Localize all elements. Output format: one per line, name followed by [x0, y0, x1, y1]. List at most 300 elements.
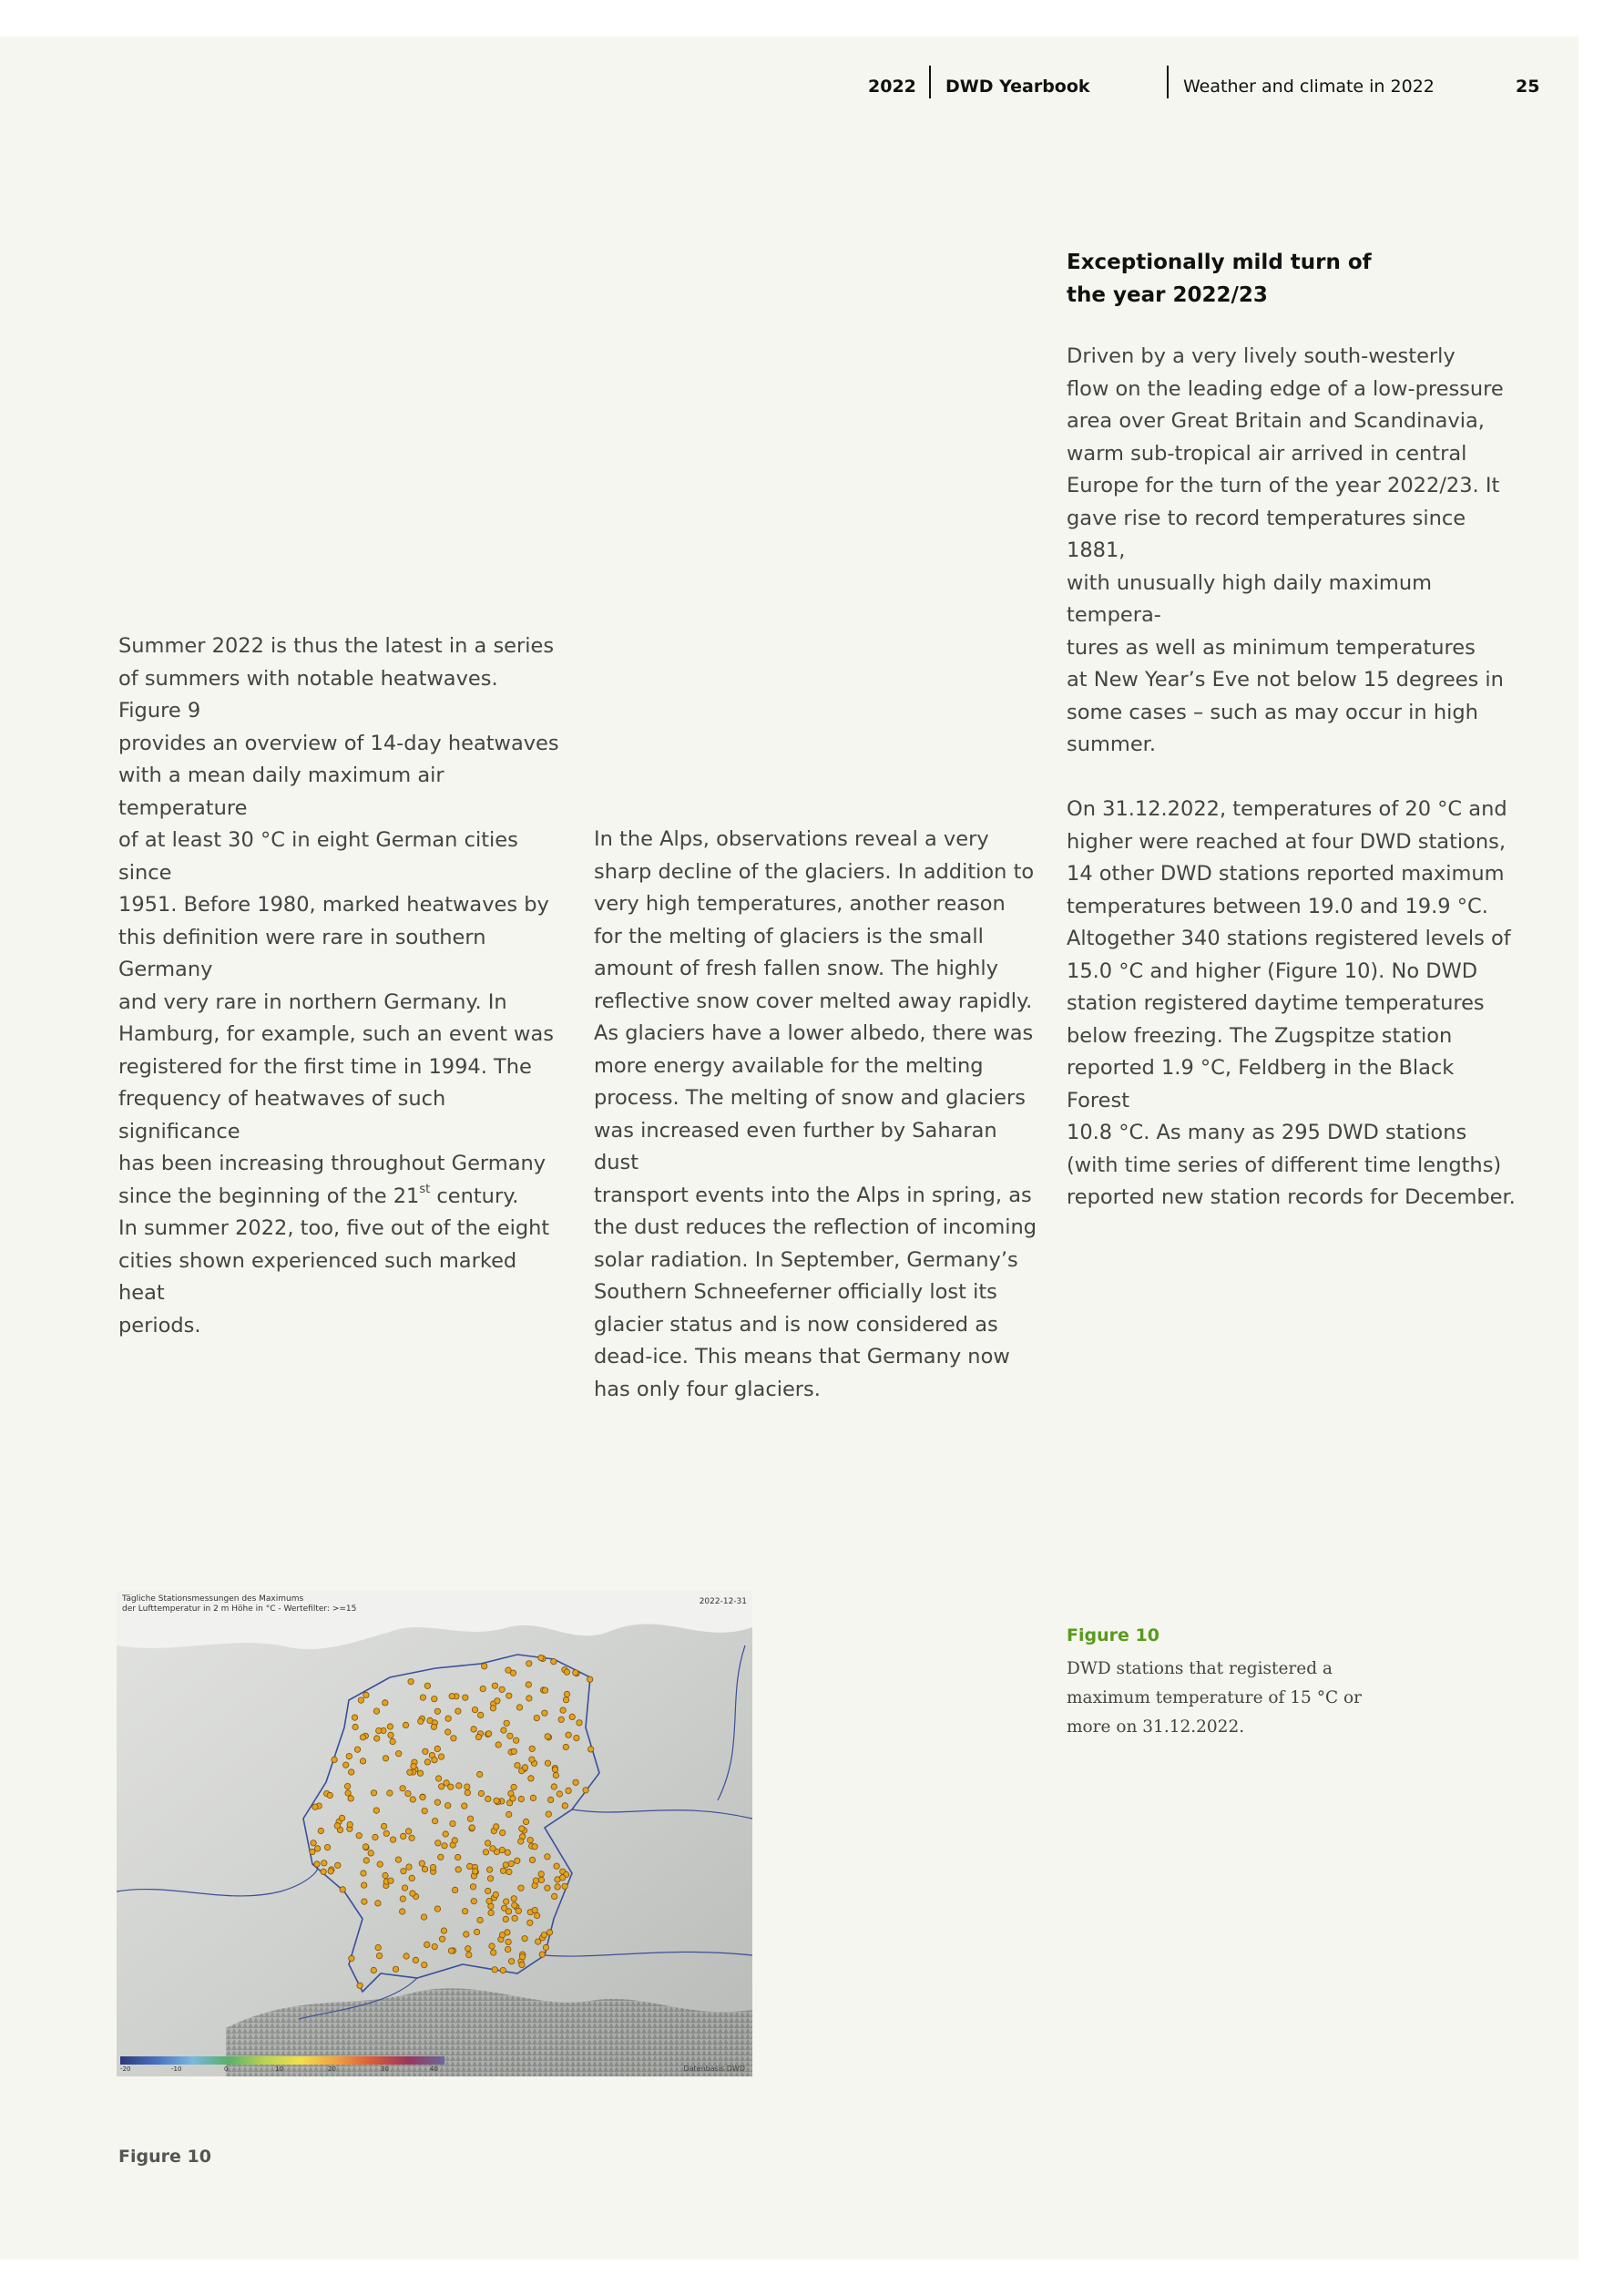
station-marker	[566, 1732, 571, 1737]
station-marker	[434, 1746, 440, 1751]
text-line: was increased even further by Saharan dust	[594, 1118, 997, 1174]
station-marker	[562, 1883, 567, 1889]
station-marker	[557, 1791, 562, 1797]
text-line: below freezing. The Zugspitze station	[1067, 1023, 1453, 1048]
station-marker	[405, 1790, 411, 1796]
station-marker	[452, 1838, 457, 1843]
text-line: station registered daytime temperatures	[1067, 991, 1485, 1015]
station-marker	[452, 1887, 457, 1892]
station-marker	[400, 1896, 405, 1901]
station-marker	[455, 1854, 461, 1860]
station-marker	[564, 1691, 569, 1696]
station-marker	[311, 1840, 316, 1846]
station-marker	[422, 1962, 427, 1967]
station-marker	[406, 1864, 412, 1870]
station-marker	[494, 1824, 499, 1830]
station-marker	[465, 1946, 471, 1952]
station-marker	[472, 1707, 477, 1712]
station-marker	[569, 1714, 575, 1719]
station-marker	[432, 1943, 437, 1949]
station-marker	[442, 1843, 447, 1849]
station-marker	[368, 1850, 373, 1856]
station-marker	[538, 1655, 544, 1660]
station-marker	[507, 1733, 513, 1738]
station-marker	[506, 1909, 511, 1914]
station-marker	[438, 1754, 444, 1759]
station-marker	[409, 1875, 414, 1881]
station-marker	[495, 1742, 501, 1748]
station-marker	[492, 1967, 497, 1973]
station-marker	[523, 1819, 528, 1824]
station-marker	[373, 1708, 379, 1714]
station-marker	[480, 1686, 485, 1691]
station-marker	[450, 1820, 455, 1826]
station-marker	[322, 1860, 327, 1866]
station-marker	[424, 1683, 430, 1688]
station-marker	[332, 1757, 337, 1762]
station-marker	[530, 1795, 536, 1800]
station-marker	[314, 1846, 320, 1851]
text-line: of summers with notable heatwaves. Figure 9	[118, 666, 498, 723]
station-marker	[529, 1746, 535, 1751]
station-marker	[473, 1869, 478, 1874]
station-marker	[408, 1679, 414, 1685]
station-marker	[463, 1695, 468, 1700]
station-marker	[506, 1693, 512, 1698]
text-line: Southern Schneeferner officially lost its	[594, 1280, 997, 1304]
station-marker	[493, 1891, 498, 1897]
station-marker	[410, 1891, 415, 1896]
station-marker	[407, 1769, 413, 1775]
station-marker	[445, 1729, 451, 1735]
figure-label: Figure 10	[118, 2147, 211, 2167]
station-marker	[488, 1910, 494, 1915]
station-marker	[401, 1833, 406, 1839]
scale-tick: -10	[171, 2065, 182, 2073]
station-marker	[508, 1959, 514, 1964]
station-marker	[486, 1898, 492, 1903]
station-marker	[546, 1811, 551, 1817]
text-line: periods.	[118, 1313, 201, 1338]
station-marker	[518, 1885, 524, 1891]
station-marker	[511, 1896, 516, 1901]
station-marker	[577, 1720, 582, 1726]
station-marker	[499, 1847, 505, 1852]
station-marker	[501, 1727, 506, 1733]
station-marker	[538, 1871, 544, 1877]
station-marker	[348, 1796, 353, 1801]
text-line: has been increasing throughout Germany	[118, 1152, 547, 1175]
station-marker	[420, 1695, 425, 1700]
station-marker	[558, 1717, 564, 1722]
station-marker	[362, 1899, 367, 1904]
scale-tick: -20	[120, 2065, 131, 2073]
station-marker	[562, 1803, 567, 1809]
caption-title: Figure 10	[1067, 1625, 1159, 1645]
station-marker	[405, 1829, 411, 1834]
text-line: flow on the leading edge of a low-pressure	[1067, 376, 1504, 401]
map-title: Tägliche Stationsmessungen des Maximums	[122, 1594, 304, 1604]
station-marker	[321, 1869, 326, 1874]
station-marker	[471, 1727, 476, 1732]
station-marker	[354, 1747, 360, 1752]
station-marker	[532, 1907, 537, 1912]
station-marker	[387, 1790, 393, 1796]
station-marker	[375, 1944, 381, 1950]
station-marker	[423, 1748, 428, 1754]
station-marker	[534, 1715, 539, 1720]
text-line: higher were reached at four DWD stations,	[1067, 829, 1507, 854]
station-marker	[465, 1789, 470, 1795]
station-marker	[529, 1857, 535, 1862]
station-marker	[514, 1737, 519, 1743]
superscript: st	[419, 1183, 431, 1196]
station-marker	[503, 1862, 508, 1868]
station-marker	[445, 1803, 451, 1809]
station-marker	[432, 1696, 437, 1702]
color-scale-gradient	[120, 2056, 444, 2065]
station-marker	[357, 1983, 363, 1988]
station-marker	[512, 1902, 517, 1908]
station-marker	[360, 1735, 365, 1740]
station-marker	[441, 1928, 446, 1933]
station-marker	[519, 1962, 525, 1967]
text-line: the dust reduces the reflection of incoming	[594, 1215, 1037, 1239]
station-marker	[373, 1834, 378, 1840]
station-marker	[566, 1788, 571, 1793]
station-marker	[343, 1762, 349, 1768]
station-marker	[422, 1866, 427, 1871]
caption-text	[1067, 1655, 1376, 1742]
station-marker	[376, 1727, 382, 1733]
text-line: transport events into the Alps in spring, as	[594, 1183, 1032, 1207]
text-line: and very rare in northern Germany. In	[118, 989, 507, 1014]
station-marker	[485, 1731, 491, 1737]
text-line: for the melting of glaciers is the small	[594, 924, 984, 948]
station-marker	[564, 1669, 569, 1675]
station-marker	[410, 1797, 415, 1802]
color-scale-ticks	[120, 2065, 444, 2075]
text-line: gave rise to record temperatures since 1881,	[1067, 506, 1466, 562]
station-marker	[536, 1939, 541, 1944]
text-line: process. The melting of snow and glaciers	[594, 1086, 1026, 1110]
text-line: sharp decline of the glaciers. In addition to	[594, 859, 1035, 884]
station-marker	[424, 1942, 430, 1947]
text-line: summer.	[1067, 733, 1156, 756]
station-marker	[547, 1797, 553, 1802]
column-mild-turn-of-year	[1067, 341, 1522, 1215]
text-line: at New Year’s Eve not below 15 degrees in	[1067, 668, 1504, 692]
station-marker	[449, 1694, 455, 1699]
text-line: In summer 2022, too, five out of the eight	[118, 1216, 550, 1240]
station-marker	[506, 1939, 511, 1944]
station-marker	[560, 1875, 566, 1881]
station-marker	[462, 1909, 467, 1914]
station-marker	[500, 1868, 506, 1873]
text-line: tures as well as minimum temperatures	[1067, 635, 1476, 660]
station-marker	[448, 1948, 454, 1953]
station-marker	[402, 1885, 407, 1891]
station-marker	[374, 1736, 380, 1741]
station-marker	[503, 1916, 508, 1922]
station-marker	[420, 1794, 425, 1799]
station-marker	[505, 1850, 510, 1855]
text-line: (with time series of different time lengths)	[1067, 1153, 1502, 1177]
scale-tick: 10	[275, 2065, 283, 2073]
text-line: 10.8 °C. As many as 295 DWD stations	[1067, 1121, 1467, 1144]
text-line: dead-ice. This means that Germany now	[594, 1345, 1010, 1368]
station-map-figure	[117, 1591, 752, 2076]
station-marker	[534, 1912, 539, 1918]
station-marker	[466, 1952, 472, 1957]
station-marker	[474, 1929, 479, 1934]
header-publication: DWD Yearbook	[945, 77, 1090, 97]
station-marker	[347, 1821, 352, 1827]
station-marker	[383, 1830, 389, 1836]
station-marker	[477, 1917, 483, 1922]
text-line: 14 other DWD stations reported maximum	[1067, 862, 1505, 886]
station-marker	[464, 1932, 469, 1937]
text-line: with a mean daily maximum air temperature	[118, 764, 444, 820]
station-marker	[483, 1850, 488, 1855]
station-marker	[363, 1858, 369, 1863]
caption-line: DWD stations that registered a	[1067, 1659, 1333, 1678]
station-marker	[518, 1796, 524, 1801]
station-marker	[383, 1700, 388, 1706]
station-marker	[448, 1784, 454, 1789]
station-marker	[563, 1744, 568, 1749]
station-marker	[363, 1692, 369, 1697]
heading-line: the year 2022/23	[1067, 283, 1268, 307]
station-marker	[455, 1708, 461, 1714]
station-marker	[516, 1705, 522, 1710]
station-marker	[485, 1796, 491, 1801]
text-line: glacier status and is now considered as	[594, 1312, 998, 1337]
station-marker	[587, 1676, 593, 1682]
station-marker	[340, 1887, 345, 1892]
header-section: Weather and climate in 2022	[1183, 77, 1435, 97]
station-marker	[499, 1932, 505, 1938]
text-line: this definition were rare in southern Germany	[118, 925, 486, 981]
column-summer-heatwaves	[118, 630, 565, 1342]
scale-tick: 20	[328, 2065, 336, 2073]
station-marker	[522, 1936, 527, 1942]
station-marker	[462, 1803, 467, 1809]
station-marker	[506, 1667, 511, 1673]
station-marker	[381, 1823, 386, 1829]
station-marker	[490, 1706, 495, 1711]
scale-tick: 0	[224, 2065, 229, 2073]
station-marker	[363, 1844, 368, 1850]
station-marker	[377, 1861, 383, 1867]
station-marker	[324, 1844, 330, 1850]
station-marker	[467, 1816, 473, 1821]
station-marker	[583, 1788, 588, 1793]
station-marker	[465, 1784, 470, 1789]
station-marker	[519, 1954, 525, 1960]
station-marker	[438, 1854, 444, 1860]
station-marker	[400, 1909, 405, 1914]
station-marker	[434, 1708, 440, 1714]
text-line: registered for the first time in 1994. The	[118, 1054, 532, 1079]
map-credit: Datenbasis DWD	[683, 2065, 745, 2073]
station-marker	[494, 1798, 499, 1803]
station-marker	[328, 1869, 333, 1874]
station-marker	[361, 1871, 366, 1876]
text-line: temperatures between 19.0 and 19.9 °C.	[1067, 894, 1488, 918]
text-line: 1951. Before 1980, marked heatwaves by	[118, 893, 549, 917]
station-marker	[538, 1877, 544, 1882]
station-marker	[487, 1876, 493, 1881]
map-title: der Lufttemperatur in 2 m Höhe in °C - Wertefilter: >=15	[122, 1604, 357, 1614]
text-line: In the Alps, observations reveal a very	[594, 827, 989, 851]
germany-station-map	[117, 1591, 752, 2076]
station-marker	[432, 1818, 437, 1823]
station-marker	[456, 1783, 462, 1789]
station-marker	[467, 1863, 473, 1869]
station-marker	[387, 1724, 393, 1729]
station-marker	[432, 1758, 437, 1763]
station-marker	[451, 1736, 456, 1741]
station-marker	[352, 1724, 358, 1729]
station-marker	[518, 1839, 524, 1844]
station-marker	[383, 1872, 388, 1878]
station-marker	[539, 1952, 545, 1957]
station-marker	[327, 1792, 332, 1798]
text-line: amount of fresh fallen snow. The highly	[594, 957, 998, 980]
page	[0, 36, 1578, 2260]
station-marker	[574, 1735, 579, 1740]
section-heading	[1067, 246, 1413, 312]
station-marker	[417, 1770, 423, 1776]
station-marker	[390, 1738, 395, 1744]
station-marker	[349, 1955, 354, 1961]
text-line: very high temperatures, another reason	[594, 892, 1006, 916]
text-line: of at least 30 °C in eight German cities since	[118, 828, 518, 885]
station-marker	[403, 1722, 408, 1727]
station-marker	[409, 1835, 414, 1840]
station-marker	[371, 1967, 376, 1973]
station-marker	[400, 1786, 405, 1791]
station-marker	[551, 1659, 557, 1665]
station-marker	[527, 1837, 533, 1842]
station-marker	[318, 1828, 323, 1833]
station-marker	[490, 1846, 495, 1851]
caption-line: maximum temperature of 15 °C or	[1067, 1688, 1362, 1707]
station-marker	[511, 1748, 516, 1754]
temperature-color-scale	[120, 2056, 444, 2075]
scale-tick: 40	[430, 2065, 438, 2073]
station-marker	[312, 1804, 318, 1809]
station-marker	[352, 1715, 357, 1720]
station-marker	[373, 1808, 379, 1813]
station-marker	[434, 1906, 440, 1912]
station-marker	[491, 1950, 496, 1955]
scale-tick: 30	[381, 2065, 389, 2073]
text-line: provides an overview of 14-day heatwaves	[118, 731, 559, 755]
station-marker	[533, 1878, 538, 1883]
station-marker	[388, 1732, 393, 1737]
station-marker	[358, 1697, 363, 1703]
station-marker	[515, 1762, 520, 1768]
header-divider	[929, 66, 931, 98]
station-marker	[499, 1686, 505, 1692]
station-marker	[522, 1765, 527, 1770]
station-marker	[310, 1849, 315, 1854]
station-marker	[545, 1885, 550, 1891]
station-marker	[506, 1946, 511, 1952]
station-marker	[345, 1790, 351, 1796]
station-marker	[371, 1790, 376, 1796]
text-line: 15.0 °C and higher (Figure 10). No DWD	[1067, 958, 1478, 983]
station-marker	[470, 1884, 475, 1890]
station-marker	[390, 1837, 395, 1842]
station-marker	[527, 1920, 533, 1925]
station-marker	[495, 1698, 500, 1704]
station-marker	[404, 1953, 409, 1959]
station-marker	[419, 1860, 424, 1866]
station-marker	[401, 1869, 406, 1874]
text-line: Altogether 340 stations registered levels of	[1067, 927, 1511, 950]
station-marker	[552, 1767, 557, 1772]
station-marker	[573, 1670, 578, 1676]
station-marker	[551, 1784, 557, 1789]
station-marker	[421, 1914, 426, 1920]
station-marker	[314, 1861, 320, 1867]
text-line: frequency of heatwaves of such significance	[118, 1087, 446, 1143]
map-date: 2022-12-31	[699, 1597, 747, 1606]
station-marker	[431, 1724, 436, 1729]
station-marker	[396, 1751, 402, 1757]
station-marker	[469, 1825, 475, 1830]
station-marker	[492, 1683, 497, 1688]
station-marker	[482, 1664, 487, 1669]
station-marker	[335, 1862, 341, 1868]
text-fragment: century.	[430, 1184, 519, 1208]
station-marker	[478, 1790, 484, 1796]
station-marker	[554, 1863, 559, 1869]
station-marker	[443, 1831, 448, 1837]
station-marker	[339, 1815, 344, 1820]
text-line: reported 1.9 °C, Feldberg in the Black Forest	[1067, 1056, 1455, 1112]
station-marker	[519, 1826, 525, 1831]
station-marker	[471, 1899, 476, 1904]
station-marker	[512, 1915, 517, 1921]
station-marker	[422, 1808, 427, 1813]
station-marker	[504, 1899, 509, 1904]
station-marker	[553, 1772, 558, 1778]
station-marker	[506, 1869, 512, 1874]
text-fragment: since the beginning of the 21	[118, 1184, 420, 1208]
station-marker	[477, 1771, 483, 1777]
station-marker	[439, 1936, 444, 1942]
station-marker	[388, 1878, 393, 1883]
station-marker	[475, 1734, 481, 1739]
station-marker	[547, 1930, 552, 1935]
station-marker	[532, 1844, 537, 1850]
station-marker	[430, 1864, 435, 1870]
station-marker	[552, 1893, 557, 1899]
station-marker	[486, 1867, 492, 1872]
station-marker	[545, 1854, 550, 1860]
text-line: As glaciers have a lower albedo, there was	[594, 1021, 1034, 1045]
station-marker	[376, 1953, 382, 1958]
station-marker	[555, 1884, 560, 1890]
station-marker	[383, 1756, 388, 1761]
station-marker	[506, 1811, 512, 1817]
text-line: Europe for the turn of the year 2022/23. It	[1067, 474, 1500, 497]
station-marker	[485, 1888, 491, 1893]
